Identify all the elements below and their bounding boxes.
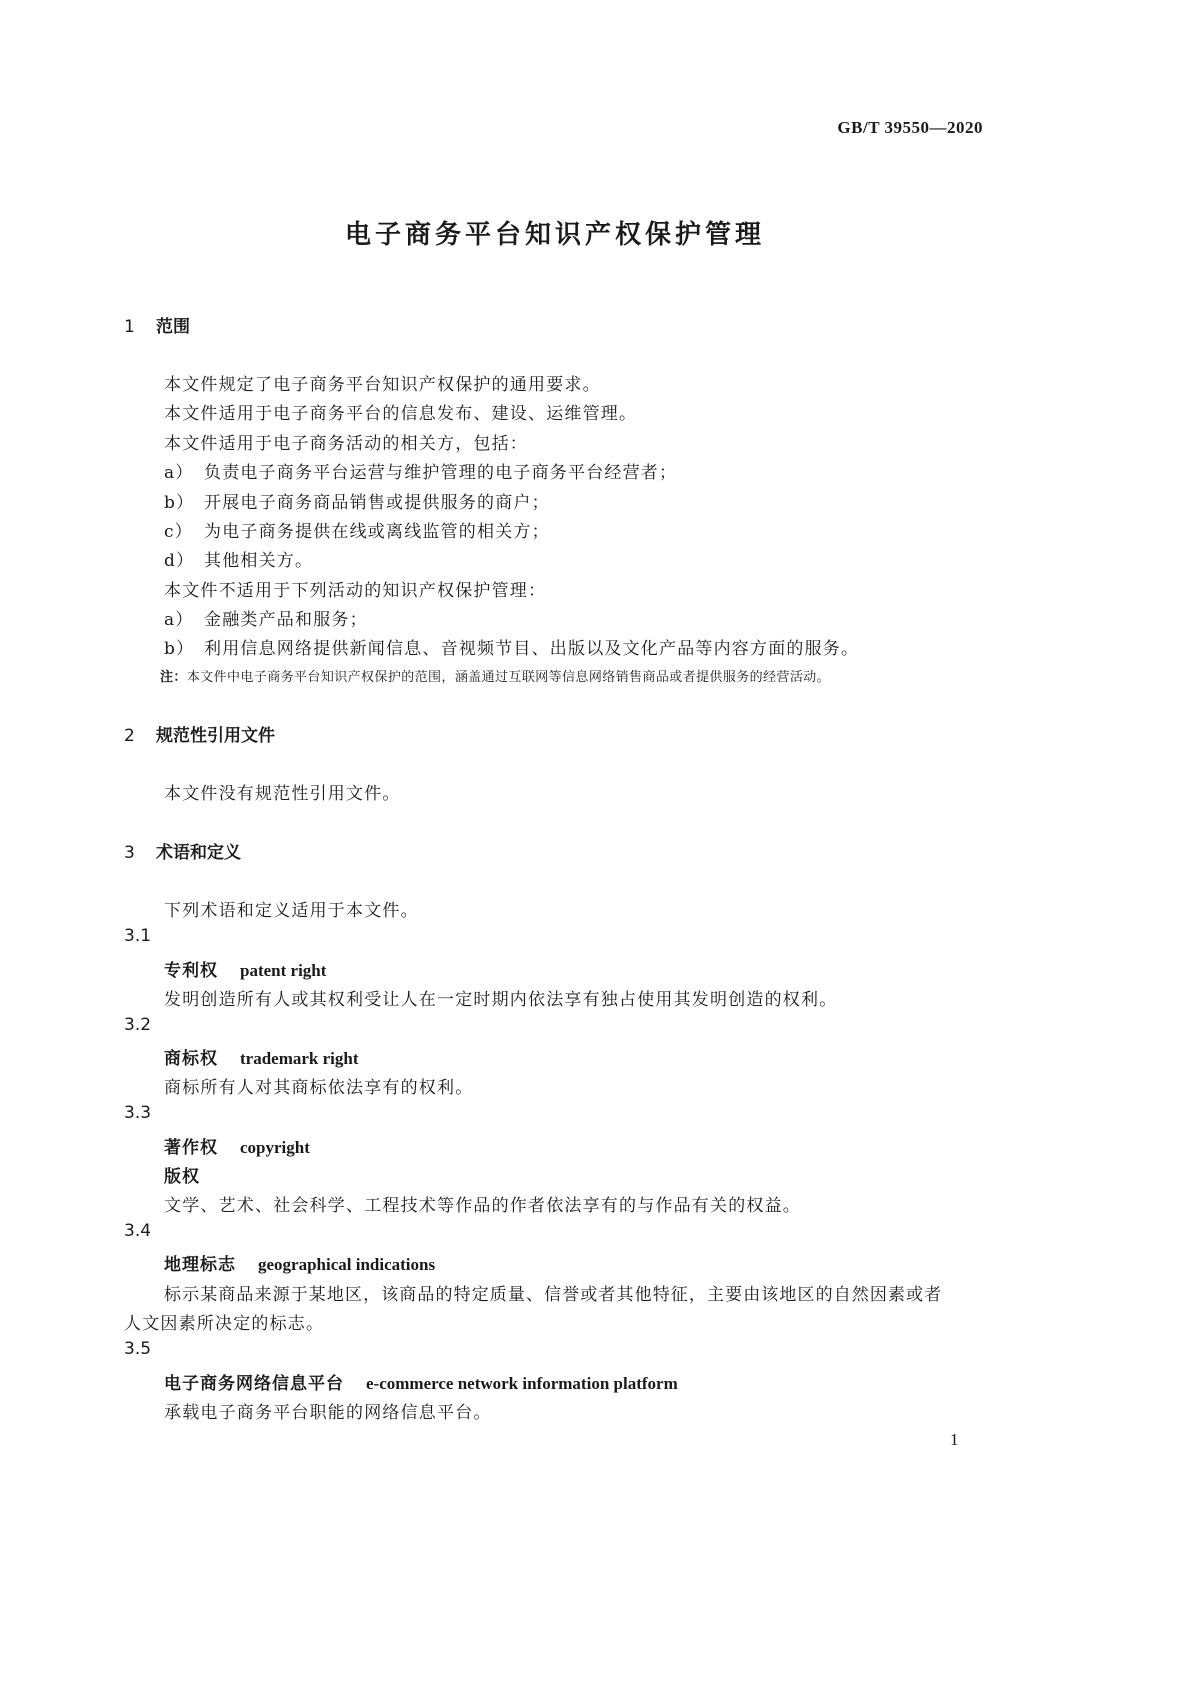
paragraph: 本文件适用于电子商务平台的信息发布、建设、运维管理。 [164,404,638,424]
section-title: 术语和定义 [156,843,241,863]
term-en: patent right [240,961,327,980]
list-item [164,488,550,513]
note-label: 注： [160,670,187,685]
list-label: b） [164,639,195,659]
term-zh: 专利权 [164,961,218,981]
term-definition: 标示某商品来源于某地区，该商品的特定质量、信誉或者其他特征，主要由该地区的自然因素或者 [164,1285,943,1305]
list-text: 为电子商务提供在线或离线监管的相关方； [204,522,550,542]
term-heading [164,1250,435,1275]
section-number: 1 [124,317,135,337]
term-en: copyright [240,1138,310,1157]
list-item [164,517,550,542]
term-zh: 著作权 [164,1138,218,1158]
term-heading [164,956,326,981]
section-2-heading [124,721,275,746]
list-label: a） [164,610,194,630]
term-definition: 商标所有人对其商标依法享有的权利。 [164,1078,474,1098]
paragraph: 本文件不适用于下列活动的知识产权保护管理： [164,581,547,601]
term-definition: 发明创造所有人或其权利受让人在一定时期内依法享有独占使用其发明创造的权利。 [164,990,838,1010]
list-item [164,634,859,659]
section-1-heading [124,312,190,337]
list-item [164,605,368,630]
term-number: 3.5 [124,1339,152,1359]
paragraph: 本文件适用于电子商务活动的相关方，包括： [164,434,528,454]
list-item [164,458,677,483]
term-heading [164,1044,359,1069]
section-number: 3 [124,843,135,863]
term-synonym [164,1162,200,1187]
page-number: 1 [950,1430,959,1449]
list-item [164,546,313,571]
term-alt: 版权 [164,1167,200,1187]
term-zh: 地理标志 [164,1255,236,1275]
term-number: 3.3 [124,1103,152,1123]
paragraph: 下列术语和定义适用于本文件。 [164,901,419,921]
term-definition: 承载电子商务平台职能的网络信息平台。 [164,1403,492,1423]
list-label: d） [164,551,195,571]
term-zh: 商标权 [164,1049,218,1069]
paragraph: 本文件规定了电子商务平台知识产权保护的通用要求。 [164,375,601,395]
term-en: geographical indications [258,1255,436,1274]
term-number: 3.4 [124,1221,152,1241]
note [160,666,830,685]
term-number: 3.2 [124,1015,152,1035]
paragraph: 本文件没有规范性引用文件。 [164,784,401,804]
section-3-heading [124,838,241,863]
term-en: e-commerce network information platform [366,1374,678,1393]
term-zh: 电子商务网络信息平台 [164,1374,344,1394]
list-text: 其他相关方。 [204,551,314,571]
standard-number: GB/T 39550—2020 [837,118,983,137]
term-definition: 文学、艺术、社会科学、工程技术等作品的作者依法享有的与作品有关的权益。 [164,1196,801,1216]
list-text: 负责电子商务平台运营与维护管理的电子商务平台经营者； [204,463,678,483]
term-definition-continued: 人文因素所决定的标志。 [124,1314,325,1334]
term-heading [164,1369,678,1394]
term-number: 3.1 [124,926,152,946]
section-number: 2 [124,726,135,746]
list-text: 利用信息网络提供新闻信息、音视频节目、出版以及文化产品等内容方面的服务。 [204,639,860,659]
term-heading [164,1133,310,1158]
list-label: b） [164,493,195,513]
term-en: trademark right [240,1049,359,1068]
section-title: 范围 [156,317,190,337]
section-title: 规范性引用文件 [156,726,275,746]
page-title: 电子商务平台知识产权保护管理 [344,220,765,250]
list-text: 开展电子商务商品销售或提供服务的商户； [204,493,550,513]
list-label: c） [164,522,193,542]
list-label: a） [164,463,194,483]
list-text: 金融类产品和服务； [204,610,368,630]
note-text: 本文件中电子商务平台知识产权保护的范围，涵盖通过互联网等信息网络销售商品或者提供服务的经营活动。 [186,670,831,685]
